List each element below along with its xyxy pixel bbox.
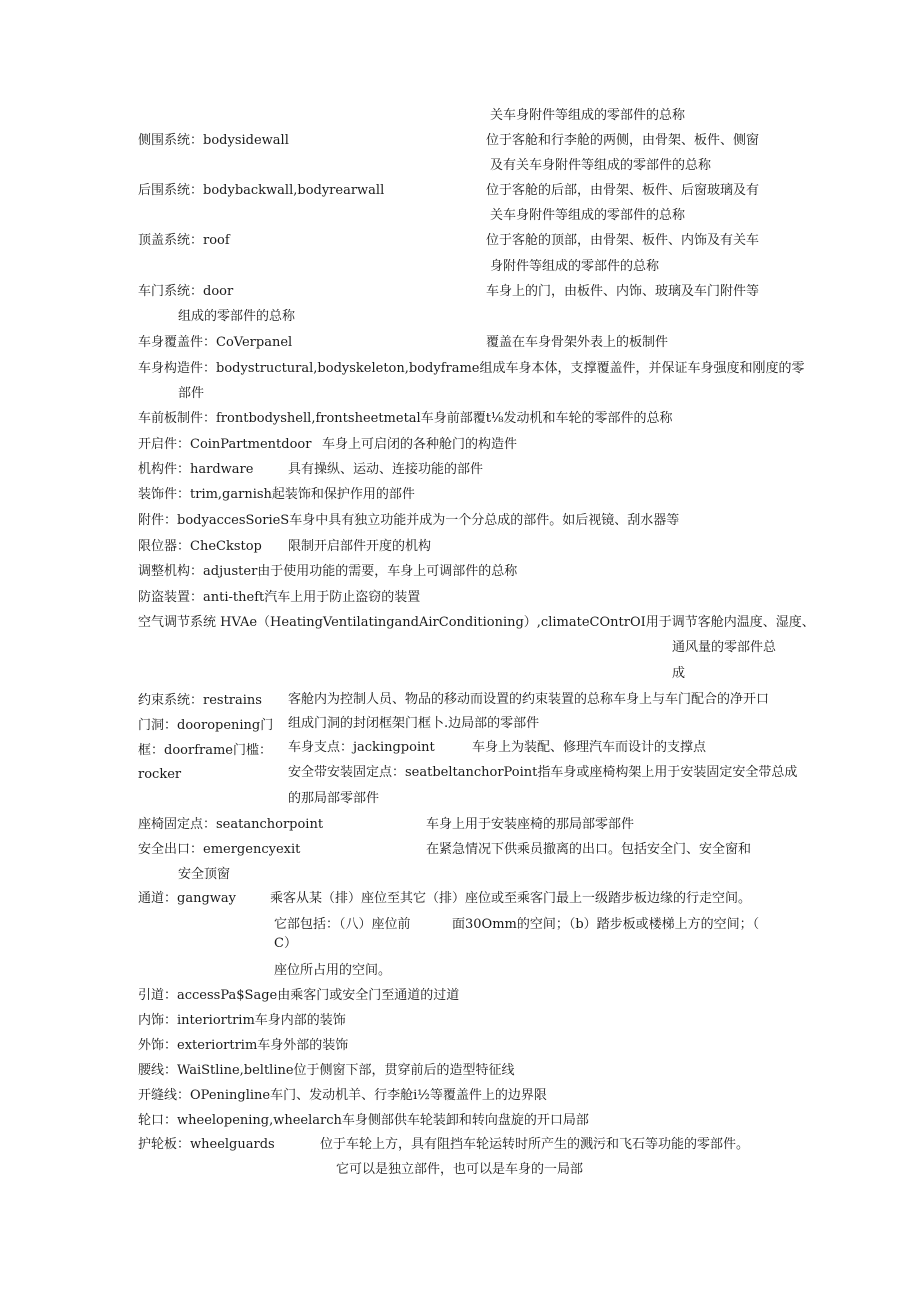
definition-text: 座位所占用的空间。 (274, 963, 392, 978)
definition-text: 位于车轮上方，具有阻挡车轮运转时所产生的溅污和飞石等功能的零部件。 (320, 1137, 750, 1152)
definition-text: 位于客舱的后部，由骨架、板件、后窗玻璃及有 (486, 183, 760, 198)
definition-text: 车身上为装配、修理汽车而设计的支撑点 (472, 740, 707, 755)
definition-text: 限制开启部件开度的机构 (288, 539, 432, 554)
definition-text: C） (274, 936, 297, 951)
term-label: 护轮板：wheelguards (138, 1137, 275, 1152)
term-entry: 引道：accessPa$Sage由乘客门或安全门至通道的过道 (138, 988, 460, 1003)
definition-text: 组成门洞的封闭框架门框卜.边局部的零部件 (288, 716, 540, 731)
term-label: 车门系统：door (138, 284, 234, 299)
term-label: 后围系统：bodybackwall,bodyrearwall (138, 183, 385, 198)
definition-text: 它部包括：（八）座位前 (274, 917, 411, 932)
term-entry: 防盗装置：anti-theft汽车上用于防止盗窃的装置 (138, 590, 421, 605)
term-label: 车身覆盖件：CoVerpanel (138, 335, 293, 350)
term-entry: 调整机构：adjuster由于使用功能的需要，车身上可调部件的总称 (138, 564, 518, 579)
term-entry: 安全带安装固定点：seatbeltanchorPoint指车身或座椅构架上用于安装固定安全带总成 (288, 765, 798, 780)
term-entry: 附件：bodyaccesSorieS车身中具有独立功能并成为一个分总成的部件。如后视镜、刮水器等 (138, 513, 680, 528)
text-line: 关车身附件等组成的零部件的总称 (490, 108, 686, 123)
definition-text: 成 (672, 666, 686, 681)
term-label: 框：doorframe门槛： (138, 743, 272, 758)
definition-text: 具有操纵、运动、连接功能的部件 (288, 462, 484, 477)
definition-text: 组成的零部件的总称 (178, 309, 296, 324)
term-entry: 腰线：WaiStline,beltline位于侧窗下部，贯穿前后的造型特征线 (138, 1063, 515, 1078)
term-label: 侧围系统：bodysidewall (138, 133, 289, 148)
definition-text: 覆盖在车身骨架外表上的板制件 (486, 335, 669, 350)
term-label: 开启件：CoinPartmentdoor (138, 437, 312, 452)
definition-text: 车身上可启闭的各种舱门的构造件 (322, 437, 518, 452)
definition-text: 的那局部零部件 (288, 791, 380, 806)
definition-text: 在紧急情况下供乘员撤离的出口。包括安全门、安全窗和 (426, 842, 752, 857)
definition-text: 车身上的门，由板件、内饰、玻璃及车门附件等 (486, 284, 760, 299)
definition-text: 安全顶窗 (178, 867, 231, 882)
term-label: 机构件：hardware (138, 462, 254, 477)
term-label: 座椅固定点：seatanchorpoint (138, 817, 324, 832)
definition-text: 及有关车身附件等组成的零部件的总称 (490, 158, 712, 173)
definition-text: 乘客从某（排）座位至其它（排）座位或至乘客门最上一级踏步板边缘的行走空间。 (270, 891, 752, 906)
term-entry: 外饰：exteriortrim车身外部的装饰 (138, 1038, 349, 1053)
definition-text: 通风量的零部件总 (672, 640, 777, 655)
definition-text: 关车身附件等组成的零部件的总称 (490, 208, 686, 223)
term-label: 安全出口：emergencyexit (138, 842, 301, 857)
term-label: 门洞：dooropening门 (138, 718, 274, 733)
term-label: 车身支点：jackingpoint (288, 740, 435, 755)
definition-text: 它可以是独立部件，也可以是车身的一局部 (336, 1162, 584, 1177)
term-entry: 车前板制件：frontbodyshell,frontsheetmetal车身前部覆t⅛发动机和车轮的零部件的总称 (138, 411, 673, 426)
definition-text: 部件 (178, 386, 205, 401)
term-label: 限位器：CheCkstop (138, 539, 262, 554)
definition-text: 位于客舱的顶部，由骨架、板件、内饰及有关车 (486, 233, 760, 248)
term-entry: 空气调节系统 HVAe（HeatingVentilatingandAirConditioning）,climateCOntrOI用于调节客舱内温度、湿度、 (138, 615, 815, 630)
definition-text: 位于客舱和行李舱的两侧，由骨架、板件、侧窗 (486, 133, 760, 148)
term-entry: 装饰件：trim,garnish起装饰和保护作用的部件 (138, 487, 415, 502)
definition-text: 面30Omm的空间；（b）踏步板或楼梯上方的空间；（ (452, 917, 760, 932)
term-entry: 轮口：wheelopening,wheelarch车身侧部供车轮装卸和转向盘旋的开口局部 (138, 1113, 589, 1128)
term-label: 通道：gangway (138, 891, 236, 906)
term-label: 约束系统：restrains (138, 693, 262, 708)
definition-text: 车身上用于安装座椅的那局部零部件 (426, 817, 635, 832)
term-label: 顶盖系统：roof (138, 233, 230, 248)
term-entry: 内饰：interiortrim车身内部的装饰 (138, 1013, 346, 1028)
term-entry: 开缝线：OPeningline车门、发动机羊、行李舱i½等覆盖件上的边界限 (138, 1088, 547, 1103)
term-entry: 车身构造件：bodystructural,bodyskeleton,bodyframe组成车身本体，支撑覆盖件，并保证车身强度和刚度的零 (138, 361, 805, 376)
definition-text: 客舱内为控制人员、物品的移动而设置的约束装置的总称车身上与车门配合的净开口 (288, 692, 770, 707)
term-label: rocker (138, 767, 182, 782)
definition-text: 身附件等组成的零部件的总称 (490, 259, 660, 274)
